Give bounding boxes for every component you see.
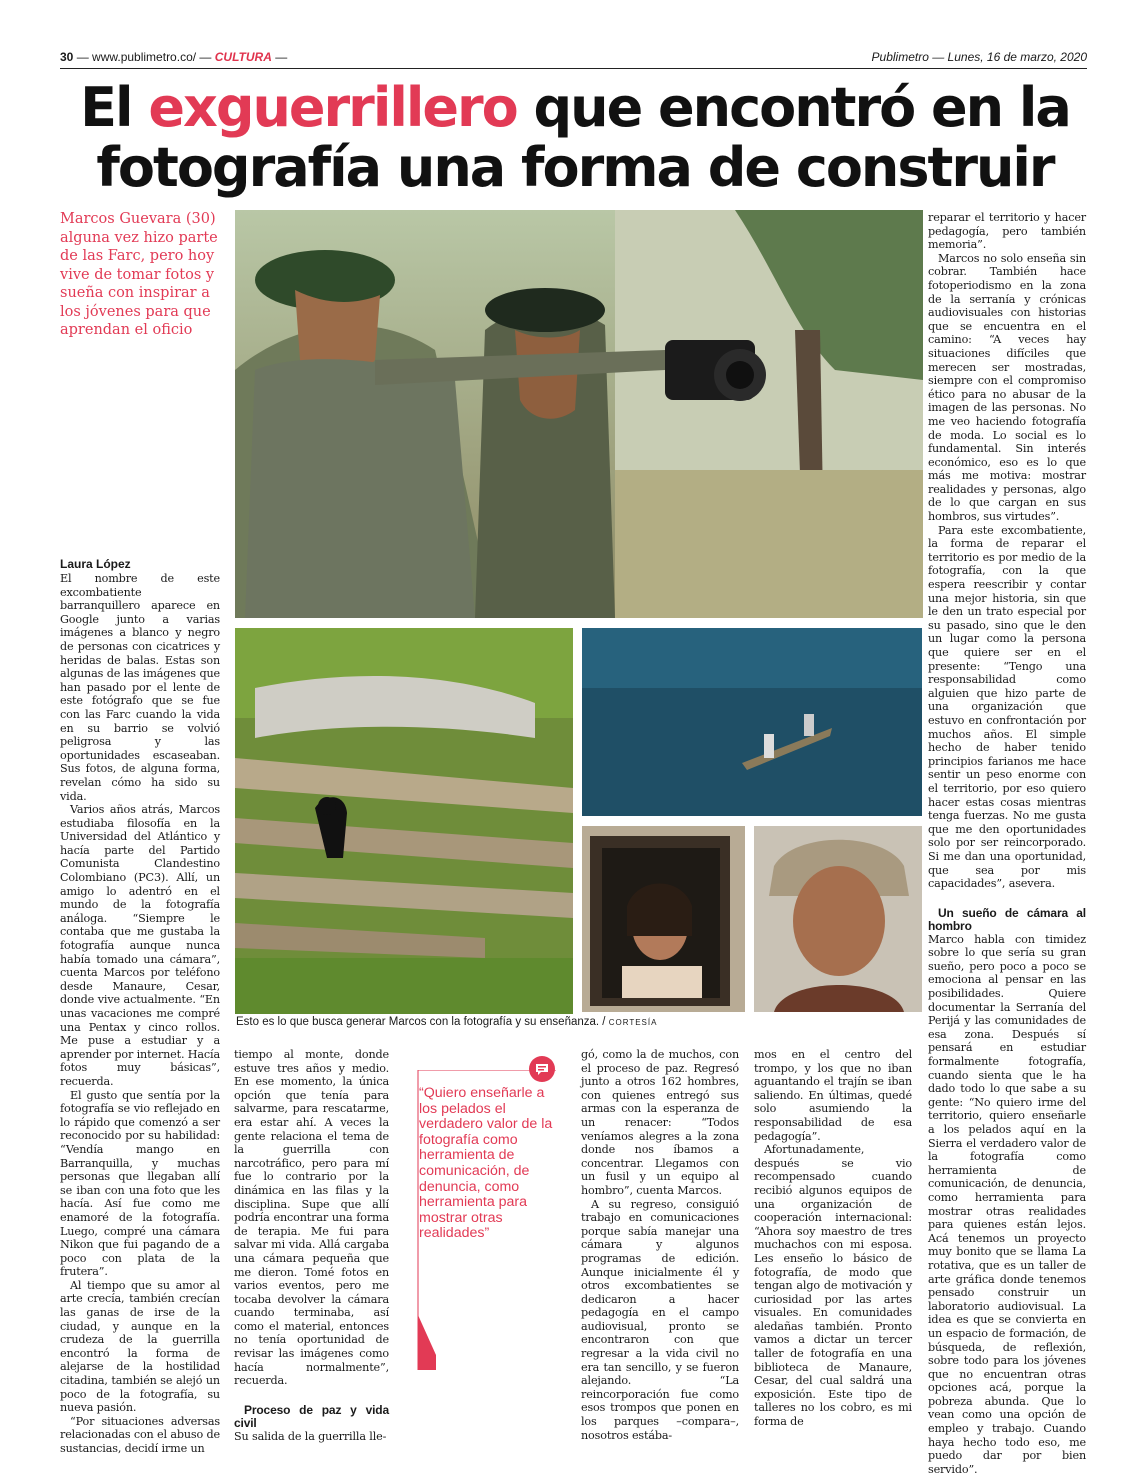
col1-paragraph-2: Varios años atrás, Marcos estudiaba filosofía en la Universidad del Atlántico y hacía parte del Partido Comunista Clandestino Colombiano (PC3). Allí, un amigo lo adentró en el mundo de la fotografía análoga. “Siempre le contaba que me gustaba la fotografía aunque nunca había tomado una cámara”, cuenta Marcos por teléfono desde Manaure, Cesar, donde vive actualmente. “En unas vacaciones me compré una Pentax y cinco rollos. Me puse a estudiar y a aprender por internet. Hacía fotos muy básicas”, recuerda.: [60, 803, 220, 1088]
column-1: [60, 572, 220, 1456]
headline-pre: El: [80, 76, 149, 139]
section-name: CULTURA: [214, 50, 272, 64]
column-2: [234, 1048, 389, 1443]
col5-paragraph-4: Marco habla con timidez sobre lo que sería su gran sueño, pero poco a poco se emociona al pensar en las posibilidades. Quiere documentar la Serranía del Perijá y las comunidades de esa zona. Después sí pensará en estudiar formalmente fotografía, cuando sienta que le ha dado todo lo que sabe a su gente: “No quiero irme del territorio, quiero enseñarle a los pelados aquí en la Sierra el verdadero valor de la fotografía como herramienta de comunicación, de denuncia, como herramienta para mostrar otras realidades para quienes están lejos. Acá tenemos un proyecto muy bonito que se llama La rotativa, que es un taller de arte gráfica donde tenemos pensado construir un laboratorio audiovisual. La idea es que se convierta en un espacio de formación, de búsqueda, de reflexión, sobre todo para los jóvenes que no encuentran otras opciones acá, porque la pobreza abunda. Que lo vean como una opción de empleo y trabajo. Cuando haya hecho todo eso, me puedo dar por bien servido”.: [928, 932, 1086, 1476]
section-suffix: —: [275, 50, 288, 64]
col5-paragraph-2: Marcos no solo enseña sin cobrar. También hace fotoperiodismo en la zona de la serranía y crónicas audiovisuales con historias que se encuentra en el camino: “A veces hay situaciones difíciles que merecen ser mostradas, siempre con el compromiso ético para no abusar de la imagen de las personas. No me veo haciendo fotografía de moda. Lo social es lo fundamental. Sin interés económico, eso es lo que más me motiva: mostrar realidades y personas, algo de lo que cargan en sus hombros, sus virtudes”.: [928, 251, 1086, 524]
header-rule: [60, 68, 1087, 69]
caption-credit: CORTESÍA: [608, 1018, 658, 1027]
quote-bubble-icon: [529, 1056, 555, 1082]
headline-line2: fotografía una forma de construir: [96, 136, 1054, 199]
page-header: [60, 48, 1087, 70]
pull-quote: “Quiero enseñarle a los pelados el verdadero valor de la fotografía como herramienta de comunicación, de denuncia, como herramienta para mostrar otras realidades”: [419, 1085, 553, 1242]
col4-paragraph-2: Afortunadamente, después se vio recompensado cuando recibió algunos equipos de una organización de cooperación internacional: “Ahora soy maestro de tres muchachos con mi esposa. Les enseño lo básico de fotografía, de modo que tengan algo de motivación y curiosidad por las artes visuales. En comunidades aledañas también. Pronto vamos a dictar un tercer taller de fotografía en una biblioteca de Manaure, Cesar, del cual saldrá una exposición. Este tipo de talleres no los cobro, es mi forma de: [754, 1143, 912, 1429]
headline-highlight: exguerrillero: [148, 76, 517, 139]
col5-subhead: Un sueño de cámara al hombro: [928, 905, 1086, 933]
column-5: [928, 211, 1086, 1476]
column-4: [754, 1048, 912, 1429]
page-number: 30: [60, 50, 74, 64]
col2-subhead: Proceso de paz y vida civil: [234, 1402, 389, 1430]
edition-date: Publimetro — Lunes, 16 de marzo, 2020: [871, 50, 1087, 64]
col3-paragraph-2: A su regreso, consiguió trabajo en comunicaciones porque sabía manejar una cámara y algunos programas de edición. Aunque inicialmente él y otros excombatientes se dedicaron a hacer pedagogía en el campo audiovisual, pronto se encontraron con que regresar a la vida civil no era tan sencillo, y se fueron alejando. “La reincorporación fue como esos trompos que ponen en los parques –compara–, nosotros estába-: [581, 1197, 739, 1442]
photo-caption: [236, 1016, 657, 1028]
elderly-woman-photo: [754, 826, 922, 1012]
caption-text: Esto es lo que busca generar Marcos con la fotografía y su enseñanza. /: [236, 1016, 606, 1028]
header-left: [60, 50, 287, 64]
col4-paragraph-1: mos en el centro del trompo, y los que no iban aguantando el trajín se iban saliendo. En últimas, quedé solo asumiendo la responsabilidad de esa pedagogía”.: [754, 1048, 912, 1143]
byline: Laura López: [60, 557, 131, 571]
woman-window-photo: [582, 826, 745, 1012]
headline-line1-rest: que encontró en la: [516, 76, 1070, 139]
col5-paragraph-1: reparar el territorio y hacer pedagogía, pero también memoria”.: [928, 211, 1086, 252]
boats-bird-photo: [235, 628, 573, 1014]
col1-paragraph-4: Al tiempo que su amor al arte crecía, también crecían las ganas de irse de la ciudad, y aunque en la crudeza de la guerrilla encontró la forma de alejarse de la hostilidad citadina, también se alejó un poco de la fotografía, su nueva pasión.: [60, 1278, 220, 1415]
col1-paragraph-5: “Por situaciones adversas relacionadas con el abuso de sustancias, decidí irme un: [60, 1414, 220, 1455]
canoe-water-photo: [582, 628, 922, 816]
col1-paragraph-1: El nombre de este excombatiente barranquillero aparece en Google junto a varias imágenes a blanco y negro de personas con cicatrices y heridas de balas. Estas son algunas de las imágenes que han pasado por el lente de este fotógrafo que se fue con las Farc cuando la vida en su barrio se volvió peligrosa y las oportunidades escaseaban. Sus fotos, de alguna forma, revelan cómo ha sido su vida.: [60, 572, 220, 803]
column-3: [581, 1048, 739, 1442]
col5-paragraph-3: Para este excombatiente, la forma de reparar el territorio es por medio de la fotografía, con la que espera reescribir y contar una mejor historia, sin que le den un trato especial por su pasado, sino que le den un lugar como la persona que quiere ser en el presente: “Tengo una responsabilidad como alguien que hizo parte de una organización que estuvo en confrontación por muchos años. El simple hecho de haber tenido principios farianos me hace sentir un peso enorme con el territorio, por eso quiero hacer estas cosas mientras tenga fuerzas. No me gusta que me den oportunidades solo por ser reincorporado. Si me dan una oportunidad, que sea por mis capacidades”, asevera.: [928, 523, 1086, 891]
col1-paragraph-3: El gusto que sentía por la fotografía se vio reflejado en lo rápido que comenzó a ser reconocido por su habilidad: “Vendía mango en Barranquilla, y muchas personas que llegaban allí se iban con una foto que les hacía. Así fue como me enamoré de la fotografía. Luego, compré una cámara Nikon que fui pagando de a poco con plata de la frutera”.: [60, 1088, 220, 1279]
site-url: — www.publimetro.co/ —: [76, 50, 212, 64]
main-photo: [235, 210, 923, 618]
col3-paragraph-1: gó, como la de muchos, con el proceso de paz. Regresó junto a otros 162 hombres, con quienes entregó sus armas con la esperanza de un renacer: “Todos veníamos alegres a la zona donde nos íbamos a concentrar. Llegamos con un fusil y un equipo al hombro”, cuenta Marcos.: [581, 1048, 739, 1197]
col2-paragraph-2: Su salida de la guerrilla lle-: [234, 1429, 387, 1443]
col2-paragraph-1: tiempo al monte, donde estuve tres años y medio. En ese momento, la única opción que tenía para salvarme, para rescatarme, era estar ahí. A veces la gente relaciona el tema de la guerrilla con narcotráfico, pero para mí fue lo contrario por la dinámica en las filas y la disciplina. Supe que allí podría encontrar una forma de terapia. Me fui para salvar mi vida. Allá cargaba una cámara pequeña que me dieron. Tomé fotos en varios eventos, pero me tocaba devolver la cámara cuando terminaba, así como el material, entonces no tenía oportunidad de revisar las imágenes como hacía normalmente”, recuerda.: [234, 1048, 389, 1388]
lede: Marcos Guevara (30) alguna vez hizo parte de las Farc, pero hoy vive de tomar fotos y sueña con inspirar a los jóvenes para que aprendan el oficio: [60, 211, 218, 338]
